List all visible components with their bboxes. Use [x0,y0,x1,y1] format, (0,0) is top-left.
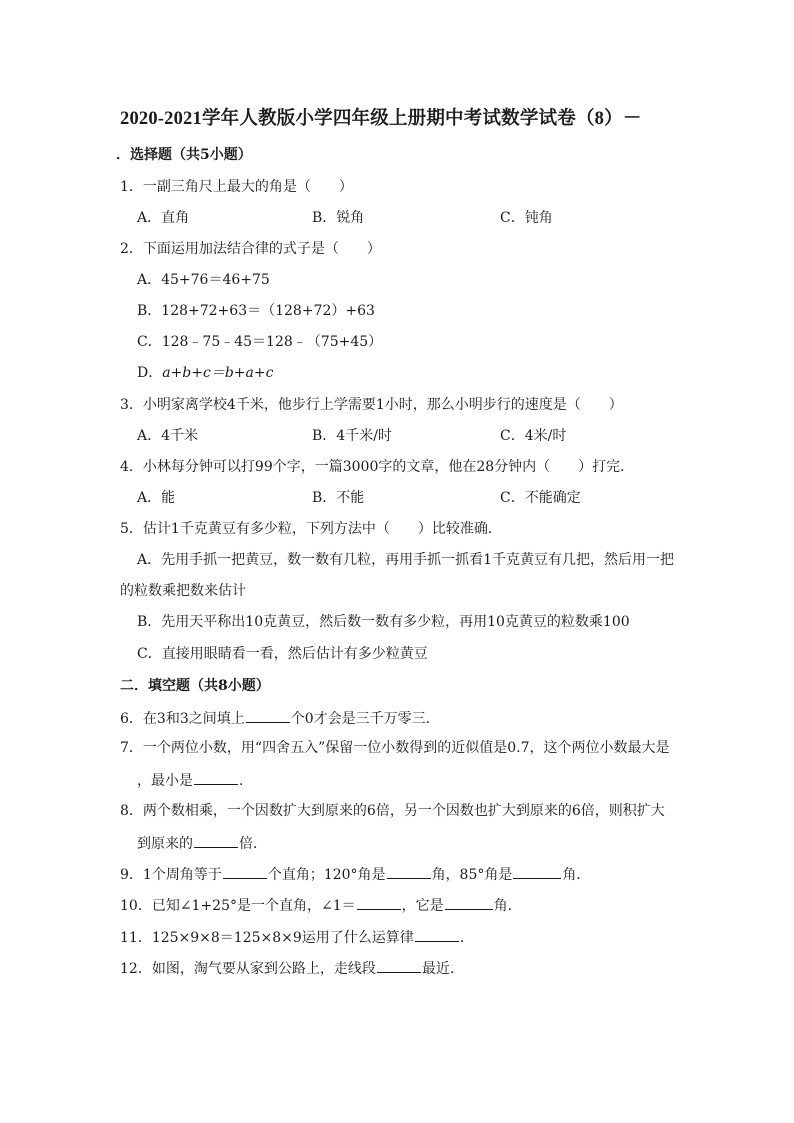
question-11 [120,927,474,947]
question-3-stem: 3．小明家离学校4千米，他步行上学需要1小时，那么小明步行的速度是（ ） [120,397,623,413]
question-9-text-1: 9．1个周角等于 [120,867,222,883]
question-1-option-c: C．钝角 [500,210,553,226]
question-3-option-b: B．4千米/时 [312,428,392,444]
question-7-text-1: ，最小是 [137,773,193,789]
question-2-option-a: A．45+76＝46+75 [137,272,270,288]
answer-blank[interactable] [377,958,421,973]
question-2-option-d-prefix: D． [137,365,163,381]
answer-blank[interactable] [415,927,459,942]
question-1-option-b: B．锐角 [312,210,365,226]
question-9-text-4: 角． [562,867,591,883]
answer-blank[interactable] [445,895,493,910]
question-2-option-b: B．128+72+63＝（128+72）+63 [137,303,375,319]
question-5-option-c: C．直接用眼睛看一看，然后估计有多少粒黄豆 [137,646,428,662]
question-12 [120,958,464,978]
question-2-stem: 2．下面运用加法结合律的式子是（ ） [120,241,381,257]
question-2-option-c: C．128﹣75﹣45＝128﹣（75+45） [137,334,383,350]
question-2-option-d-expression: a+b+c＝b+a+c [162,365,274,381]
question-5-option-b: B．先用天平称出10克黄豆，然后数一数有多少粒，再用10克黄豆的粒数乘100 [137,614,630,630]
answer-blank[interactable] [246,708,290,723]
question-4-option-a: A．能 [137,490,176,506]
question-5-option-a-line2: 的粒数乘把数来估计 [120,583,246,599]
question-6-text-2: 个0才会是三千万零三． [290,711,440,727]
question-1-stem: 1．一副三角尺上最大的角是（ ） [120,179,353,195]
question-10 [120,895,522,915]
question-4-option-c: C．不能确定 [500,490,581,506]
question-9-text-2: 个直角；120°角是 [267,867,386,883]
question-10-text-1: 10．已知∠1+25°是一个直角，∠1＝ [120,898,356,914]
question-5-option-a-line1: A．先用手抓一把黄豆，数一数有几粒，再用手抓一抓看1千克黄豆有几把，然后用一把 [137,552,675,568]
question-12-text-2: 最近． [421,961,464,977]
question-7-text-2: ． [239,773,253,789]
question-9-text-3: 角，85°角是 [431,867,513,883]
question-8-text-2: 倍． [239,836,267,852]
question-11-text-2: ． [459,930,474,946]
question-4-option-b: B．不能 [312,490,365,506]
question-7-line2 [137,770,253,790]
question-3-option-c: C．4米/时 [500,428,567,444]
question-5-stem: 5．估计1千克黄豆有多少粒，下列方法中（ ）比较准确． [120,521,502,537]
answer-blank[interactable] [194,770,238,785]
question-10-text-3: 角． [493,898,522,914]
answer-blank[interactable] [357,895,401,910]
answer-blank[interactable] [194,833,238,848]
question-2-option-d [137,364,273,382]
question-4-stem: 4．小林每分钟可以打99个字，一篇3000字的文章，他在28分钟内（ ）打完． [120,459,635,475]
section-heading-choice: ．选择题（共5小题） [116,147,252,163]
question-8-line2 [137,833,267,853]
answer-blank[interactable] [387,864,431,879]
question-3-option-a: A．4千米 [137,428,199,444]
question-11-text-1: 11．125×9×8＝125×8×9运用了什么运算律 [120,930,414,946]
question-1-option-a: A．直角 [137,210,190,226]
question-9 [120,864,590,884]
exam-title: 2020-2021学年人教版小学四年级上册期中考试数学试卷（8）－ [120,109,642,129]
question-8-text-1: 到原来的 [137,836,193,852]
question-10-text-2: ，它是 [401,898,444,914]
question-6-text-1: 6．在3和3之间填上 [120,711,245,727]
section-heading-fill-blank: 二．填空题（共8小题） [120,678,270,694]
question-12-text-1: 12．如图，淘气要从家到公路上，走线段 [120,961,376,977]
question-6 [120,708,440,728]
answer-blank[interactable] [223,864,267,879]
answer-blank[interactable] [513,864,561,879]
question-7-line1: 7．一个两位小数，用“四舍五入”保留一位小数得到的近似值是0.7，这个两位小数最大是 [120,740,670,756]
question-8-line1: 8．两个数相乘，一个因数扩大到原来的6倍，另一个因数也扩大到原来的6倍，则积扩大 [120,803,665,819]
